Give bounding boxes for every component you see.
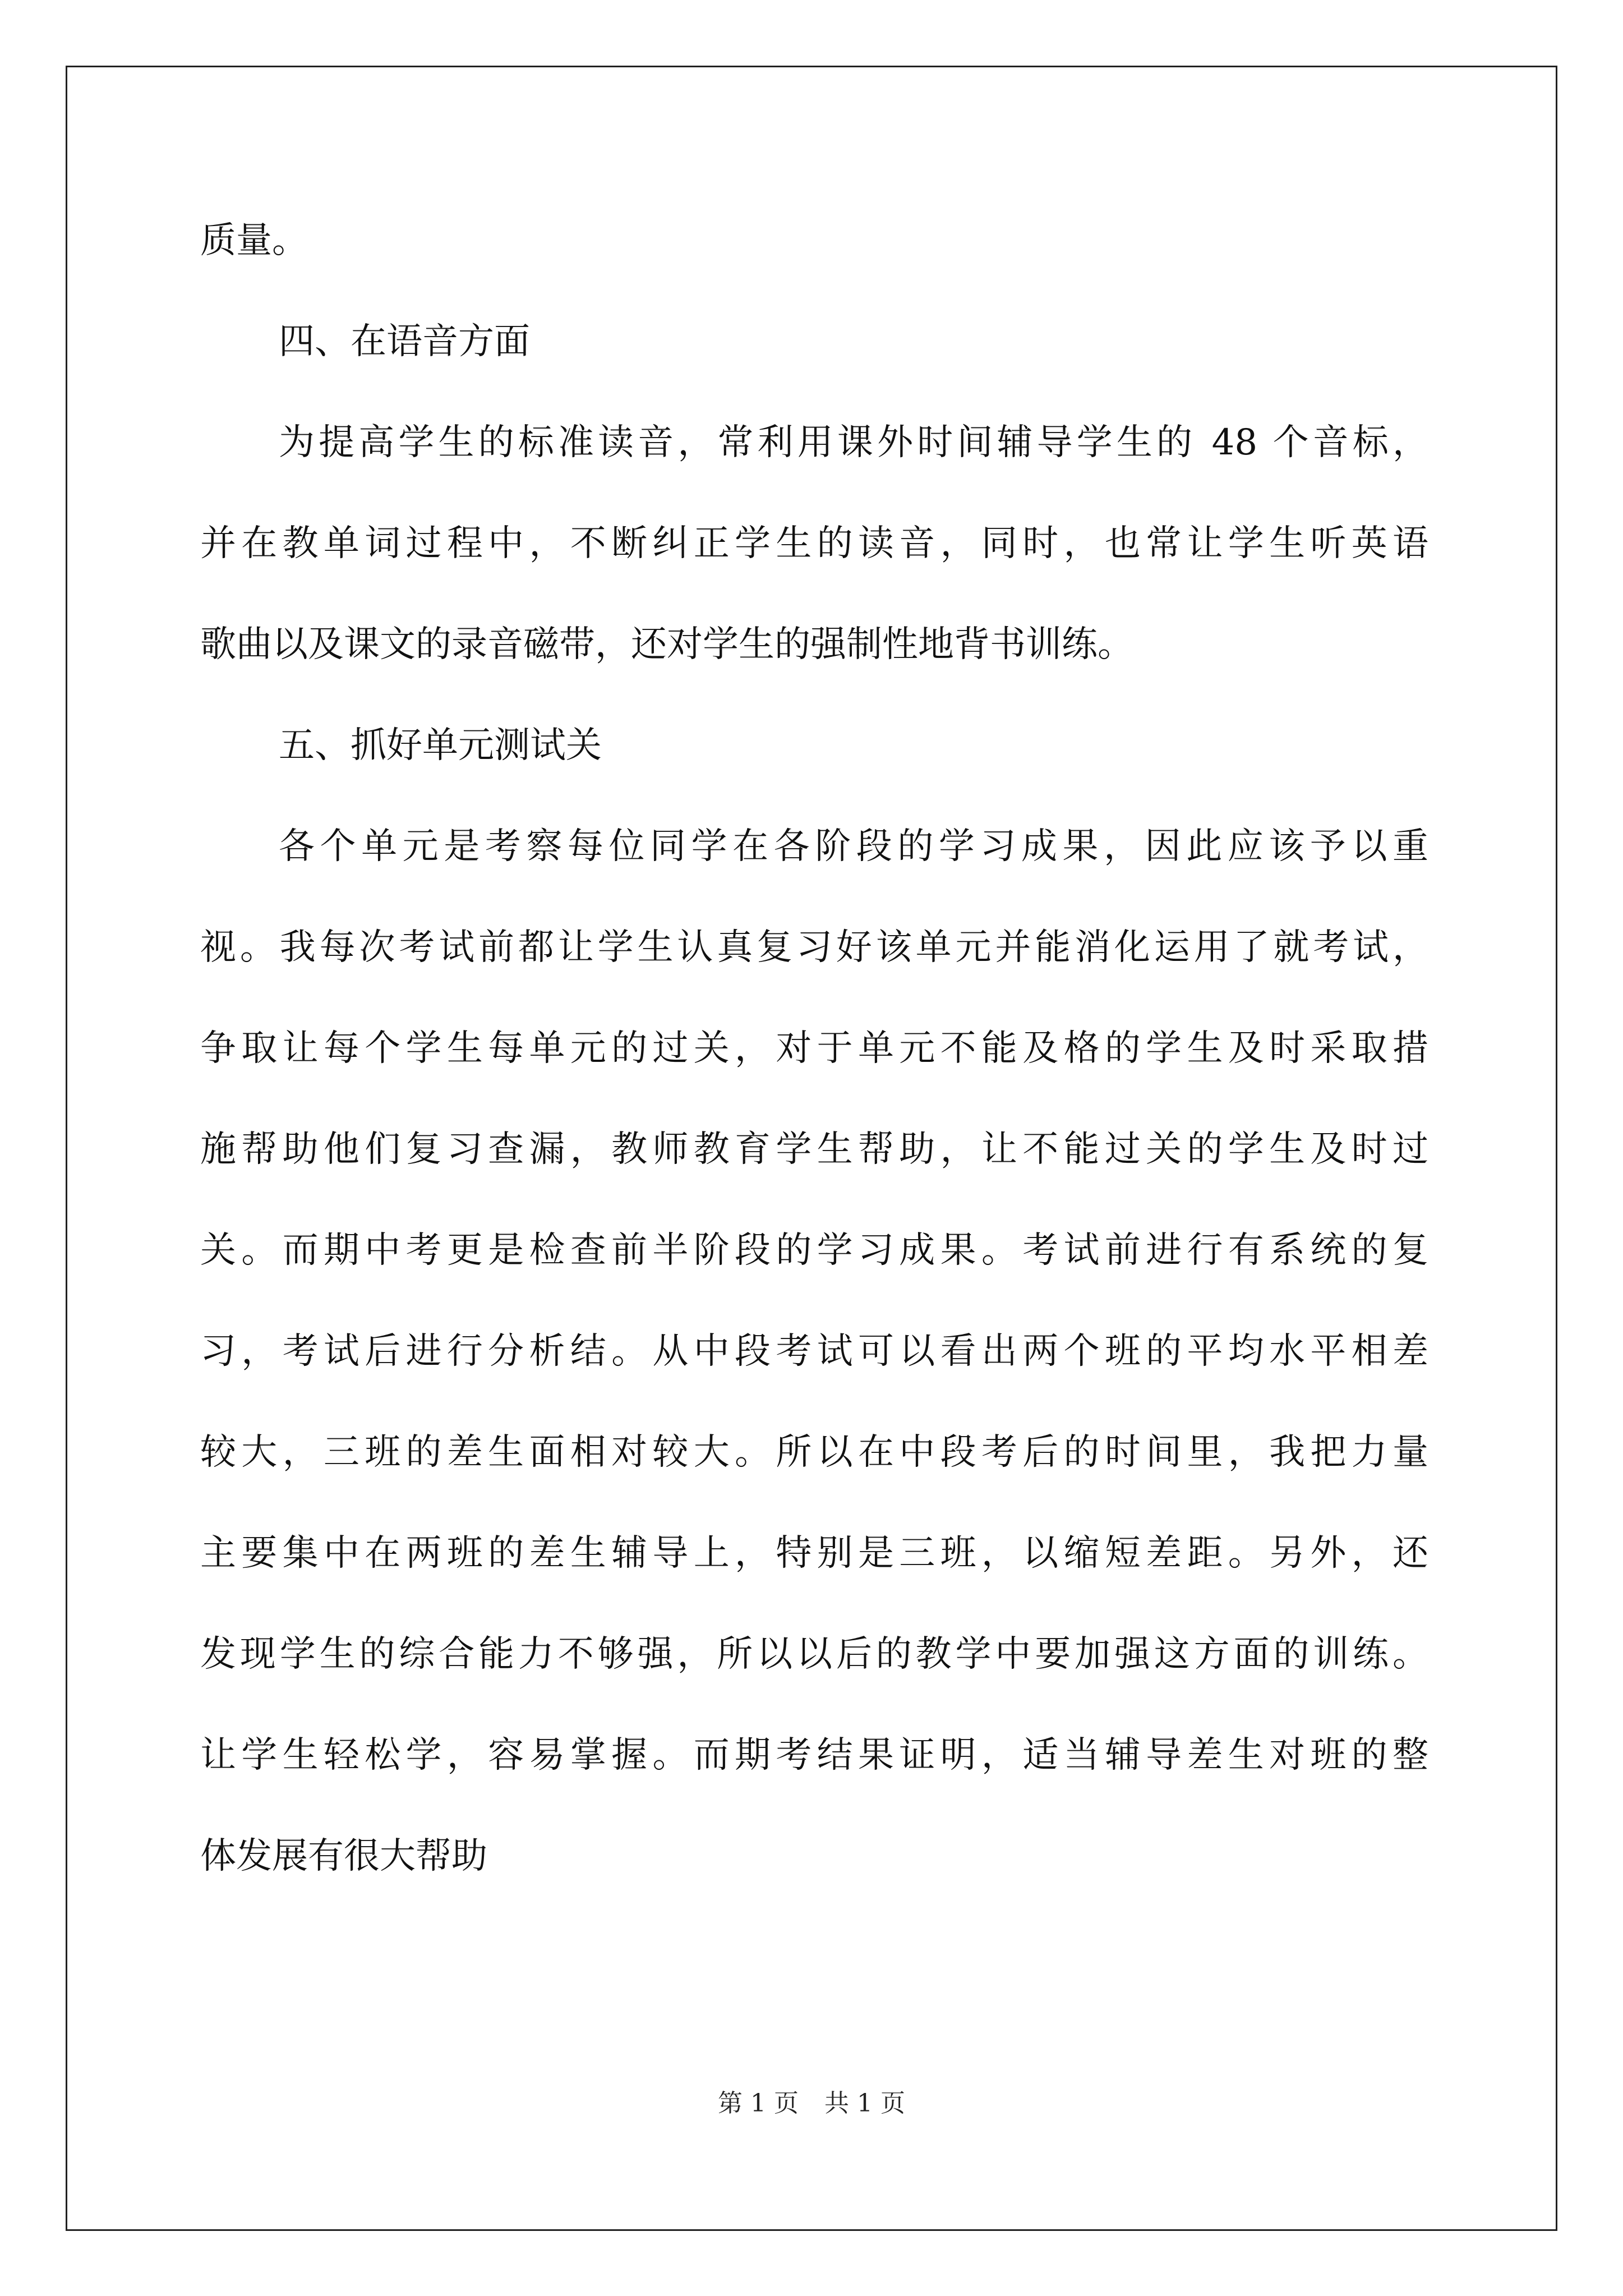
text-line: 视。我每次考试前都让学生认真复习好该单元并能消化运用了就考试， <box>200 927 1428 968</box>
page-total: 共 1 页 <box>824 2089 905 2118</box>
text-line: 质量。 <box>200 220 308 261</box>
section-heading: 四、在语音方面 <box>279 321 530 362</box>
text-line: 各个单元是考察每位同学在各阶段的学习成果，因此应该予以重 <box>279 826 1428 867</box>
text-line: 歌曲以及课文的录音磁带，还对学生的强制性地背书训练。 <box>200 624 1133 665</box>
text-line: 发现学生的综合能力不够强，所以以后的教学中要加强这方面的训练。 <box>200 1634 1428 1675</box>
text-line: 关。而期中考更是检查前半阶段的学习成果。考试前进行有系统的复 <box>200 1230 1428 1271</box>
text-line: 并在教单词过程中，不断纠正学生的读音，同时，也常让学生听英语 <box>200 523 1428 564</box>
text-line: 施帮助他们复习查漏，教师教育学生帮助，让不能过关的学生及时过 <box>200 1129 1428 1170</box>
text-line: 习，考试后进行分析结。从中段考试可以看出两个班的平均水平相差 <box>200 1331 1428 1372</box>
section-heading: 五、抓好单元测试关 <box>279 725 602 766</box>
text-line: 较大，三班的差生面相对较大。所以在中段考后的时间里，我把力量 <box>200 1432 1428 1473</box>
page-footer <box>0 2087 1623 2120</box>
text-line: 体发展有很大帮助 <box>200 1835 487 1877</box>
page-number: 第 1 页 <box>718 2089 799 2118</box>
text-line: 争取让每个学生每单元的过关，对于单元不能及格的学生及时采取措 <box>200 1028 1428 1069</box>
text-line: 让学生轻松学，容易掌握。而期考结果证明，适当辅导差生对班的整 <box>200 1734 1428 1776</box>
text-line: 主要集中在两班的差生辅导上，特别是三班，以缩短差距。另外，还 <box>200 1533 1428 1574</box>
text-line: 为提高学生的标准读音，常利用课外时间辅导学生的 48 个音标， <box>279 422 1428 463</box>
